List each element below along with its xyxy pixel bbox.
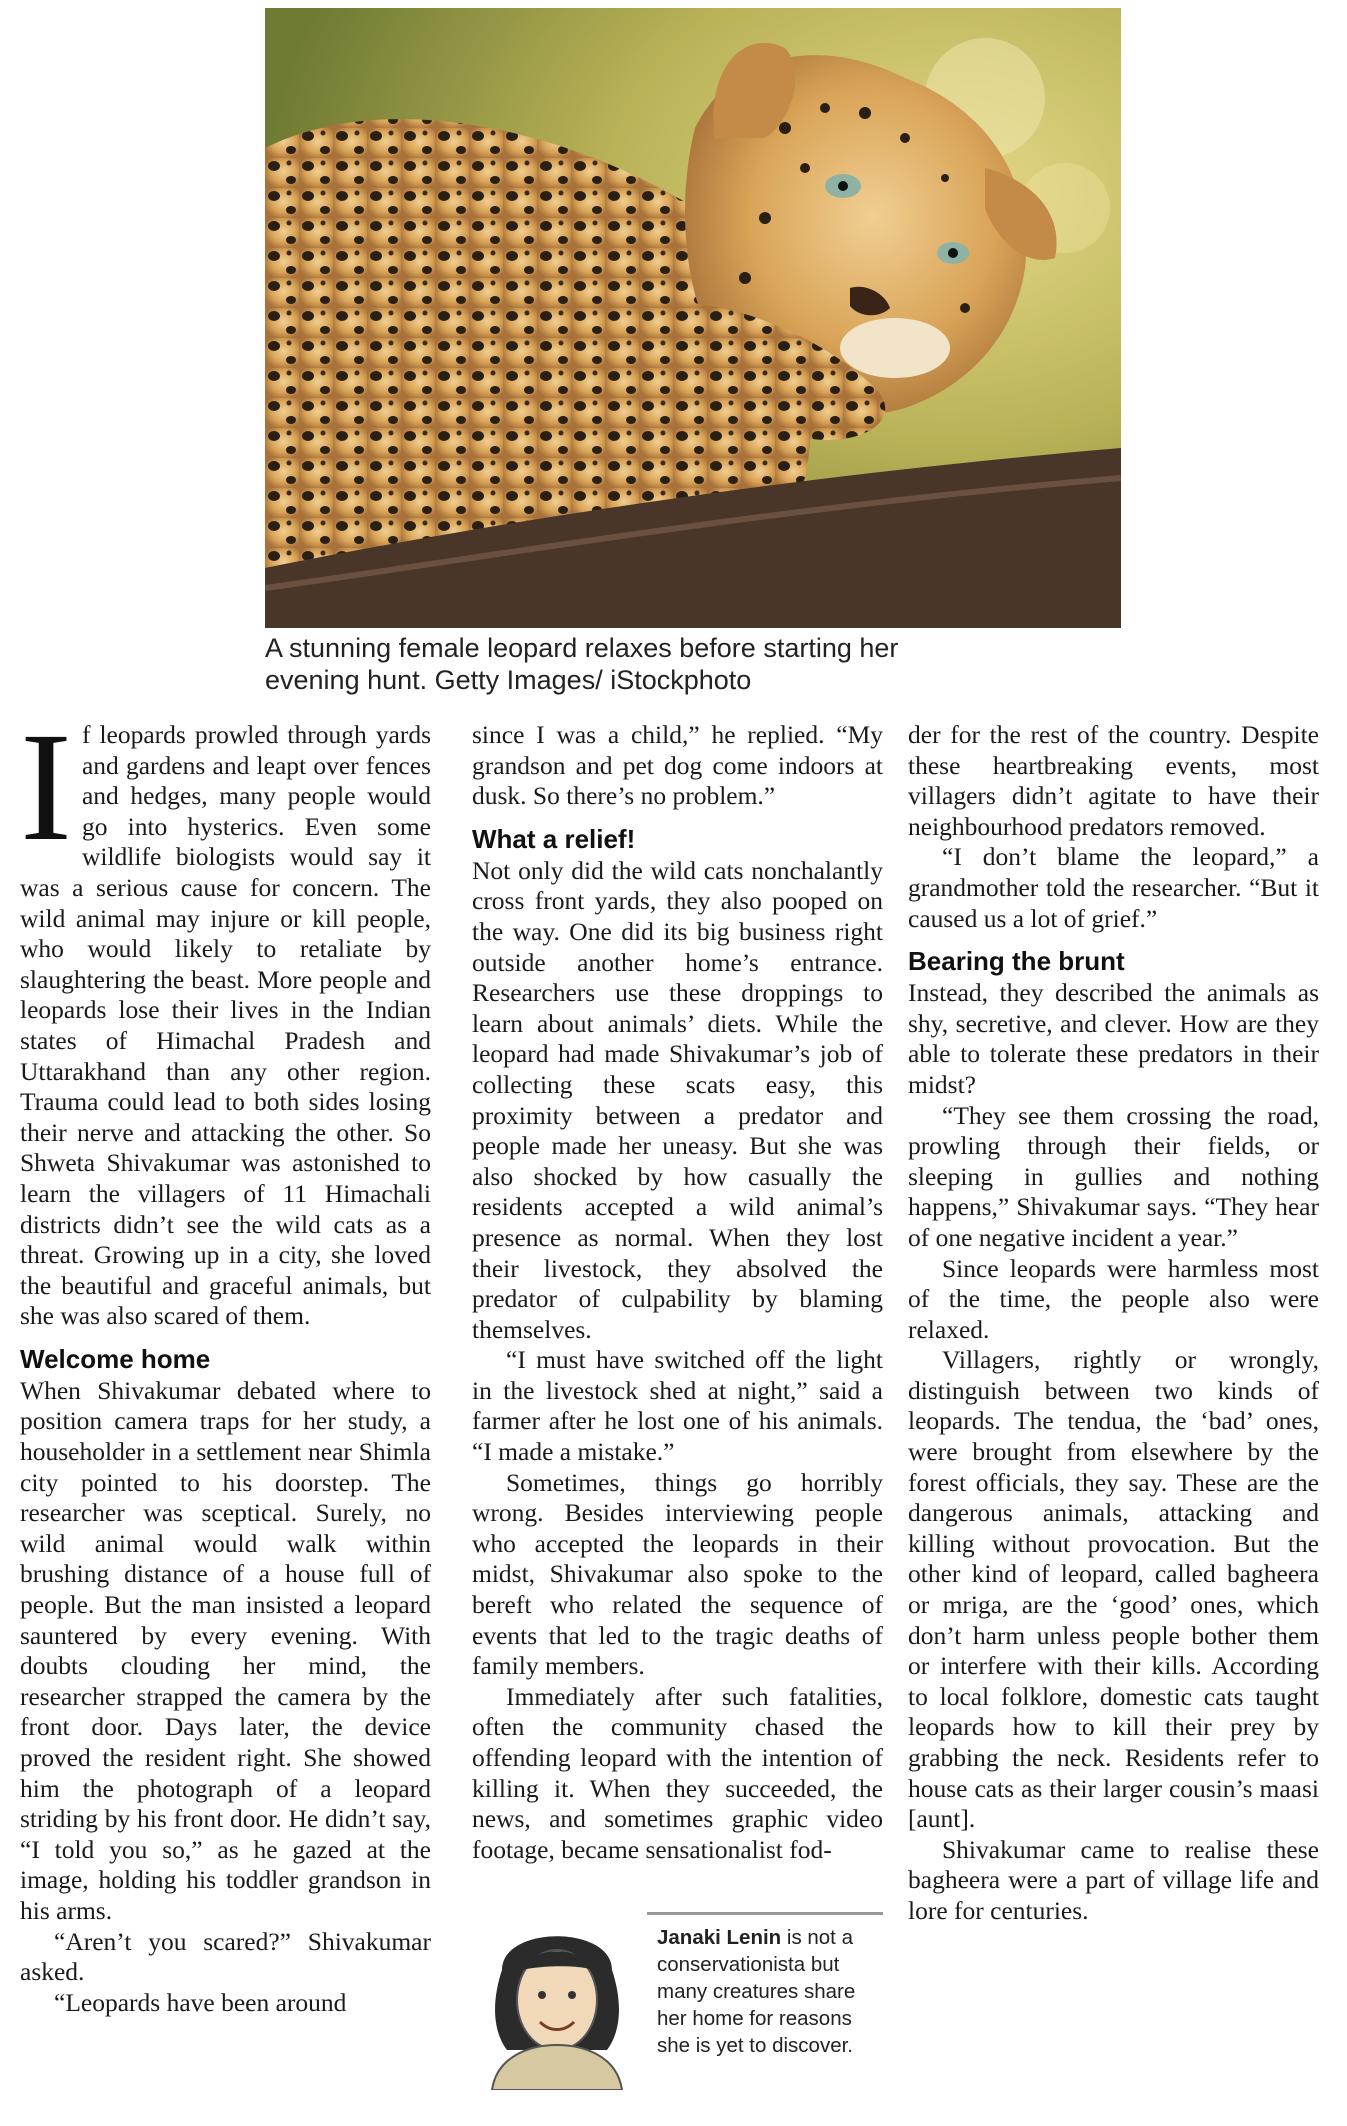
article-column-3 [908,720,1319,1927]
leopard-photo [265,8,1121,628]
article-paragraph: Shivakumar came to realise these bagheera were a part of village life and lore for centuries. [908,1834,1319,1925]
lead-paragraph-text: f leopards prowled through yards and gardens and leapt over fences and hedges, many people would go into hysterics. Even some wildlife biologists would say it was a serious cause for concern. The wild animal may injure or kill people, who would likely to retaliate by slaughtering the beast. More people and leopards lose their lives in the Indian states of Himachal Pradesh and Uttarakhand than any other region. Trauma could lead to both sides losing their nerve and attacking the other. So Shweta Shivakumar was astonished to learn the villagers of 11 Himachali districts didn’t see the wild cats as a threat. Growing up in a city, she loved the beautiful and graceful animals, but she was also scared of them. [20,720,431,1331]
section-heading: What a relief! [472,823,636,854]
article-paragraph: Immediately after such fatalities, often the community chased the offending leopard with the intention of killing it. When they succeeded, the news, and sometimes graphic video footage, became sensationalist fod- [472,1681,883,1864]
leopard-illustration [265,8,1121,628]
article-paragraph: Since leopards were harmless most of the time, the people also were relaxed. [908,1253,1319,1344]
author-divider [647,1912,883,1915]
article-paragraph: “Leopards have been around [54,1987,347,2017]
article-paragraph: Instead, they described the animals as shy, secretive, and clever. How are they able to tolerate these predators in their midst? [908,978,1319,1099]
article-paragraph: der for the rest of the country. Despite these heartbreaking events, most villagers didn’t agitate to have their neighbourhood predators removed. [908,720,1319,841]
author-bio-text: is not a conservationista but many creatures share her home for reasons she is yet to discover. [657,1926,856,2057]
author-portrait-sketch [472,1910,642,2090]
article-paragraph: Villagers, rightly or wrongly, distinguish between two kinds of leopards. The tendua, the ‘bad’ ones, were brought from elsewhere by the forest officials, they say. These are the dangerous animals, attacking and killing without provocation. But the other kind of leopard, called bagheera or mriga, are the ‘good’ ones, which don’t harm unless people bother them or interfere with their kills. According to local folklore, domestic cats taught leopards how to kill their prey by grabbing the neck. Residents refer to house cats as their larger cousin’s maasi [aunt]. [908,1345,1319,1834]
article-column-1 [20,700,431,2018]
author-box [472,1910,883,2090]
article-paragraph: since I was a child,” he replied. “My grandson and pet dog come indoors at dusk. So there’s no problem.” [472,720,883,811]
section-heading: Bearing the brunt [908,946,1125,977]
article-column-2 [472,720,883,1865]
author-name: Janaki Lenin [657,1926,782,1949]
article-paragraph: “Aren’t you scared?” Shivakumar asked. [20,1926,431,1987]
article-paragraph: Not only did the wild cats nonchalantly cross front yards, they also pooped on the way. One did its big business right outside another home’s entrance. Researchers use these droppings to learn about animals’ diets. While the leopard had made Shivakumar’s job of collecting these scats easy, this proximity between a predator and people made her uneasy. But she was also shocked by how casually the residents accepted a wild animal’s presence as normal. When they lost their livestock, they absolved the predator of culpability by blaming themselves. [472,855,883,1344]
drop-cap: I [20,700,72,873]
article-paragraph: “They see them crossing the road, prowling through their fields, or sleeping in gullies and nothing happens,” Shivakumar says. “They hear of one negative incident a year.” [908,1100,1319,1252]
author-bio [657,1924,883,2059]
article-paragraph [20,700,431,1332]
article-paragraph: When Shivakumar debated where to position camera traps for her study, a householder in a settlement near Shimla city pointed to his doorstep. The researcher was sceptical. Surely, no wild animal would walk within brushing distance of a house full of people. But the man insisted a leopard sauntered by every evening. With doubts clouding her mind, the researcher strapped the camera by the front door. Days later, the device proved the resident right. She showed him the photograph of a leopard striding by his front door. He didn’t say, “I told you so,” as he gazed at the image, holding his toddler grandson in his arms. [20,1375,431,1925]
photo-caption: A stunning female leopard relaxes before starting her evening hunt. Getty Images/ iStockphoto [265,633,899,695]
article-paragraph: Sometimes, things go horribly wrong. Besides interviewing people who accepted the leopards in their midst, Shivakumar also spoke to the bereft who related the sequence of events that led to the tragic deaths of family members. [472,1467,883,1681]
article-paragraph: “I must have switched off the light in the livestock shed at night,” said a farmer after he lost one of his animals. “I made a mistake.” [472,1345,883,1467]
section-heading: Welcome home [20,1343,211,1374]
article-paragraph: “I don’t blame the leopard,” a grandmother told the researcher. “But it caused us a lot of grief.” [908,842,1319,933]
